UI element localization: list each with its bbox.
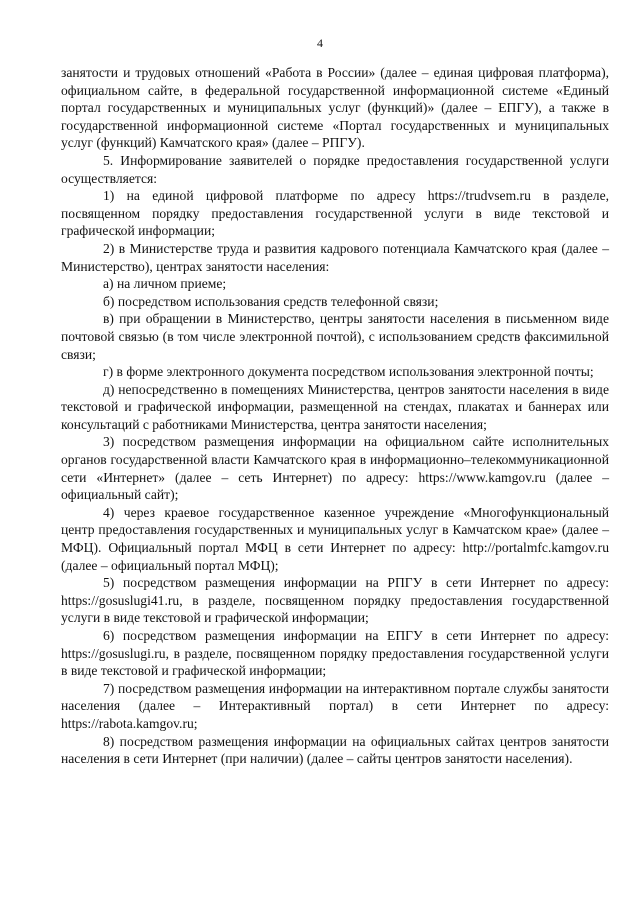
paragraph-subitem-2a: а) на личном приеме; — [103, 276, 227, 292]
paragraph-subitem-2b: б) посредством использования средств телефонной связи; — [103, 293, 439, 309]
paragraph-subitem-2: 2) в Министерстве труда и развития кадрового потенциала Камчатского края (далее – Министерство), центрах занятости населения: — [61, 240, 609, 274]
paragraph-subitem-2g: г) в форме электронного документа посредством использования электронной почты; — [103, 364, 594, 380]
paragraph-subitem-5: 5) посредством размещения информации на РПГУ в сети Интернет по адресу: https://gosuslugi41.ru, в разделе, посвященном порядку предоставления государственной услуги в виде текстовой и графической информации; — [61, 575, 609, 626]
paragraph-subitem-2v: в) при обращении в Министерство, центры занятости населения в письменном виде почтовой связью (в том числе электронной почтой), с использованием средств факсимильной связи; — [61, 311, 609, 362]
paragraph-subitem-8: 8) посредством размещения информации на официальных сайтах центров занятости населения в сети Интернет (при наличии) (далее – сайты центров занятости населения). — [61, 733, 609, 767]
page-number: 4 — [317, 36, 323, 50]
paragraph-item-5: 5. Информирование заявителей о порядке предоставления государственной услуги осуществляется: — [61, 152, 609, 186]
paragraph-subitem-2d: д) непосредственно в помещениях Министерства, центров занятости населения в виде текстовой и графической информации, размещенной на стендах, плакатах и баннерах или консультаций с работниками Министерства, центра занятости населения; — [61, 381, 609, 432]
paragraph-intro-continuation: занятости и трудовых отношений «Работа в России» (далее – единая цифровая платформа), официальном сайте, в федеральной государственной информационной системе «Единый портал государственных и муниципальных услуг (функций)» (далее – ЕПГУ), а также в государственной информационной системе «Портал государственных и муниципальных услуг (функций) Камчатского края» (далее – РПГУ). — [61, 65, 609, 151]
document-body — [61, 64, 609, 768]
paragraph-subitem-7: 7) посредством размещения информации на интерактивном портале службы занятости населения (далее – Интерактивный портал) в сети Интернет по адресу: https://rabota.kamgov.ru; — [61, 680, 609, 731]
paragraph-subitem-1: 1) на единой цифровой платформе по адресу https://trudvsem.ru в разделе, посвященном порядку предоставления государственной услуги в виде текстовой и графической информации; — [61, 188, 609, 239]
paragraph-subitem-6: 6) посредством размещения информации на ЕПГУ в сети Интернет по адресу: https://gosuslugi.ru, в разделе, посвященном порядку предоставления государственной услуги в виде текстовой и графической информации; — [61, 628, 609, 679]
paragraph-subitem-3: 3) посредством размещения информации на официальном сайте исполнительных органов государственной власти Камчатского края в информационно–телекоммуникационной сети «Интернет» (далее – сеть Интернет) по адресу: https://www.kamgov.ru (далее – официальный сайт); — [61, 434, 609, 503]
paragraph-subitem-4: 4) через краевое государственное казенное учреждение «Многофункциональный центр предоставления государственных и муниципальных услуг в Камчатском крае» (далее – МФЦ). Официальный портал МФЦ в сети Интернет по адресу: http://portalmfc.kamgov.ru (далее – официальный портал МФЦ); — [61, 504, 609, 573]
